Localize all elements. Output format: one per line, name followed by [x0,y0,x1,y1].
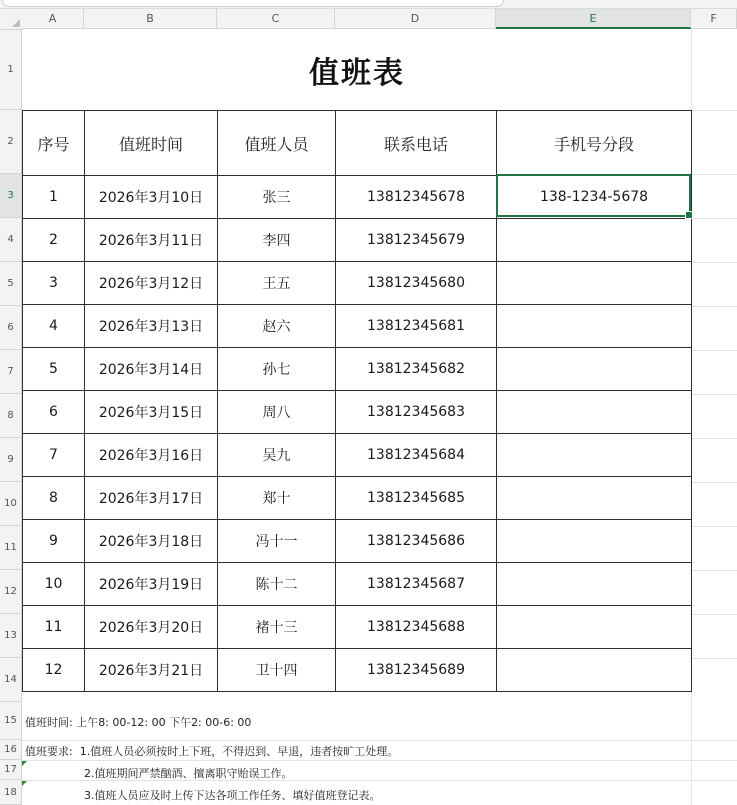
gridline [22,740,737,741]
row-header-6[interactable]: 6 [0,306,22,350]
cell-phone[interactable]: 13812345686 [336,520,497,563]
formula-bar-strip [0,0,737,9]
cell-segment[interactable] [497,520,692,563]
cell-date[interactable]: 2026年3月11日 [85,219,218,262]
table-row [23,649,692,692]
duty-requirement-2[interactable]: 2.值班期间严禁酗酒、擅离职守贻误工作。 [84,767,293,780]
header-cell-name[interactable]: 值班人员 [218,111,336,176]
cell-segment[interactable] [497,649,692,692]
table-header-row [23,111,692,176]
gridline [691,394,737,395]
cell-name[interactable]: 褚十三 [218,606,336,649]
cell-segment[interactable] [497,434,692,477]
row-header-13[interactable]: 13 [0,614,22,658]
gridline [691,218,737,219]
column-header-e[interactable]: E [496,9,691,29]
header-cell-segment[interactable]: 手机号分段 [497,111,692,176]
cell-segment[interactable] [497,563,692,606]
header-cell-no[interactable]: 序号 [23,111,85,176]
gridline [22,760,737,761]
table-row [23,520,692,563]
cell-segment[interactable] [497,262,692,305]
cell-no[interactable]: 9 [23,520,85,563]
gridline [691,438,737,439]
cell-no[interactable]: 5 [23,348,85,391]
gridline [691,262,737,263]
cell-segment[interactable]: 138-1234-5678 [497,176,692,219]
cell-name[interactable]: 卫十四 [218,649,336,692]
duty-requirement-1[interactable]: 值班要求: 1.值班人员必须按时上下班，不得迟到、早退，违者按旷工处理。 [25,745,399,758]
gridline [691,526,737,527]
cell-name[interactable]: 赵六 [218,305,336,348]
cell-name[interactable]: 周八 [218,391,336,434]
cell-name[interactable]: 张三 [218,176,336,219]
table-row [23,563,692,606]
cell-name[interactable]: 李四 [218,219,336,262]
table-row [23,176,692,219]
row-header-18[interactable]: 18 [0,780,22,805]
cell-no[interactable]: 2 [23,219,85,262]
table-row [23,219,692,262]
cell-no[interactable]: 8 [23,477,85,520]
gridline [691,350,737,351]
row-header-16[interactable]: 16 [0,740,22,760]
cell-date[interactable]: 2026年3月15日 [85,391,218,434]
table-row [23,262,692,305]
row-header-2[interactable]: 2 [0,110,22,174]
column-header-d[interactable]: D [335,9,496,29]
table-row [23,348,692,391]
gridline [691,306,737,307]
gridline [691,658,737,659]
cell-date[interactable]: 2026年3月20日 [85,606,218,649]
table-row [23,606,692,649]
cell-no[interactable]: 4 [23,305,85,348]
cell-phone[interactable]: 13812345682 [336,348,497,391]
cell-segment[interactable] [497,606,692,649]
cell-phone[interactable]: 13812345689 [336,649,497,692]
table-row [23,391,692,434]
row-header-12[interactable]: 12 [0,570,22,614]
error-indicator-icon [22,761,27,766]
cell-date[interactable]: 2026年3月14日 [85,348,218,391]
cell-phone[interactable]: 13812345683 [336,391,497,434]
name-box-edge [2,0,504,7]
cell-phone[interactable]: 13812345681 [336,305,497,348]
row-header-17[interactable]: 17 [0,760,22,780]
column-header-f[interactable]: F [691,9,737,29]
cell-no[interactable]: 10 [23,563,85,606]
cell-name[interactable]: 冯十一 [218,520,336,563]
gridline [691,482,737,483]
cell-no[interactable]: 1 [23,176,85,219]
duty-requirement-3[interactable]: 3.值班人员应及时上传下达各项工作任务、填好值班登记表。 [84,789,381,802]
error-indicator-icon [22,781,27,786]
table-row [23,434,692,477]
duty-hours-note[interactable]: 值班时间: 上午8: 00-12: 00 下午2: 00-6: 00 [25,716,252,729]
cell-phone[interactable]: 13812345687 [336,563,497,606]
select-all-button[interactable] [0,9,23,30]
row-header-15[interactable]: 15 [0,702,22,740]
cell-no[interactable]: 6 [23,391,85,434]
column-header-a[interactable]: A [22,9,84,29]
cell-no[interactable]: 12 [23,649,85,692]
row-header-14[interactable]: 14 [0,658,22,702]
row-header-5[interactable]: 5 [0,262,22,306]
sheet-title[interactable]: 值班表 [309,56,405,91]
gridline [691,614,737,615]
cell-phone[interactable]: 13812345684 [336,434,497,477]
row-header-3[interactable]: 3 [0,174,22,218]
gridline [691,110,737,111]
cell-date[interactable]: 2026年3月18日 [85,520,218,563]
cell-segment[interactable] [497,391,692,434]
row-header-7[interactable]: 7 [0,350,22,394]
cell-name[interactable]: 陈十二 [218,563,336,606]
cell-name[interactable]: 郑十 [218,477,336,520]
column-header-c[interactable]: C [217,9,335,29]
row-header-8[interactable]: 8 [0,394,22,438]
cell-date[interactable]: 2026年3月12日 [85,262,218,305]
row-header-11[interactable]: 11 [0,526,22,570]
cell-name[interactable]: 王五 [218,262,336,305]
cell-no[interactable]: 7 [23,434,85,477]
table-row [23,305,692,348]
cell-date[interactable]: 2026年3月21日 [85,649,218,692]
gridline [691,570,737,571]
cell-date[interactable]: 2026年3月19日 [85,563,218,606]
cell-segment[interactable] [497,219,692,262]
gridline [691,174,737,175]
cell-date[interactable]: 2026年3月10日 [85,176,218,219]
row-header-1[interactable]: 1 [0,30,22,110]
cell-phone[interactable]: 13812345678 [336,176,497,219]
cell-segment[interactable] [497,477,692,520]
cell-phone[interactable]: 13812345685 [336,477,497,520]
cell-phone[interactable]: 13812345680 [336,262,497,305]
cell-date[interactable]: 2026年3月17日 [85,477,218,520]
cell-phone[interactable]: 13812345679 [336,219,497,262]
table-row [23,477,692,520]
cell-date[interactable]: 2026年3月16日 [85,434,218,477]
cell-no[interactable]: 11 [23,606,85,649]
header-cell-date[interactable]: 值班时间 [85,111,218,176]
cell-phone[interactable]: 13812345688 [336,606,497,649]
row-header-9[interactable]: 9 [0,438,22,482]
cell-date[interactable]: 2026年3月13日 [85,305,218,348]
row-header-10[interactable]: 10 [0,482,22,526]
row-header-4[interactable]: 4 [0,218,22,262]
cell-segment[interactable] [497,305,692,348]
cell-no[interactable]: 3 [23,262,85,305]
cell-name[interactable]: 孙七 [218,348,336,391]
duty-table [22,110,692,692]
cell-name[interactable]: 吴九 [218,434,336,477]
header-cell-phone[interactable]: 联系电话 [336,111,497,176]
column-header-b[interactable]: B [84,9,217,29]
cell-segment[interactable] [497,348,692,391]
